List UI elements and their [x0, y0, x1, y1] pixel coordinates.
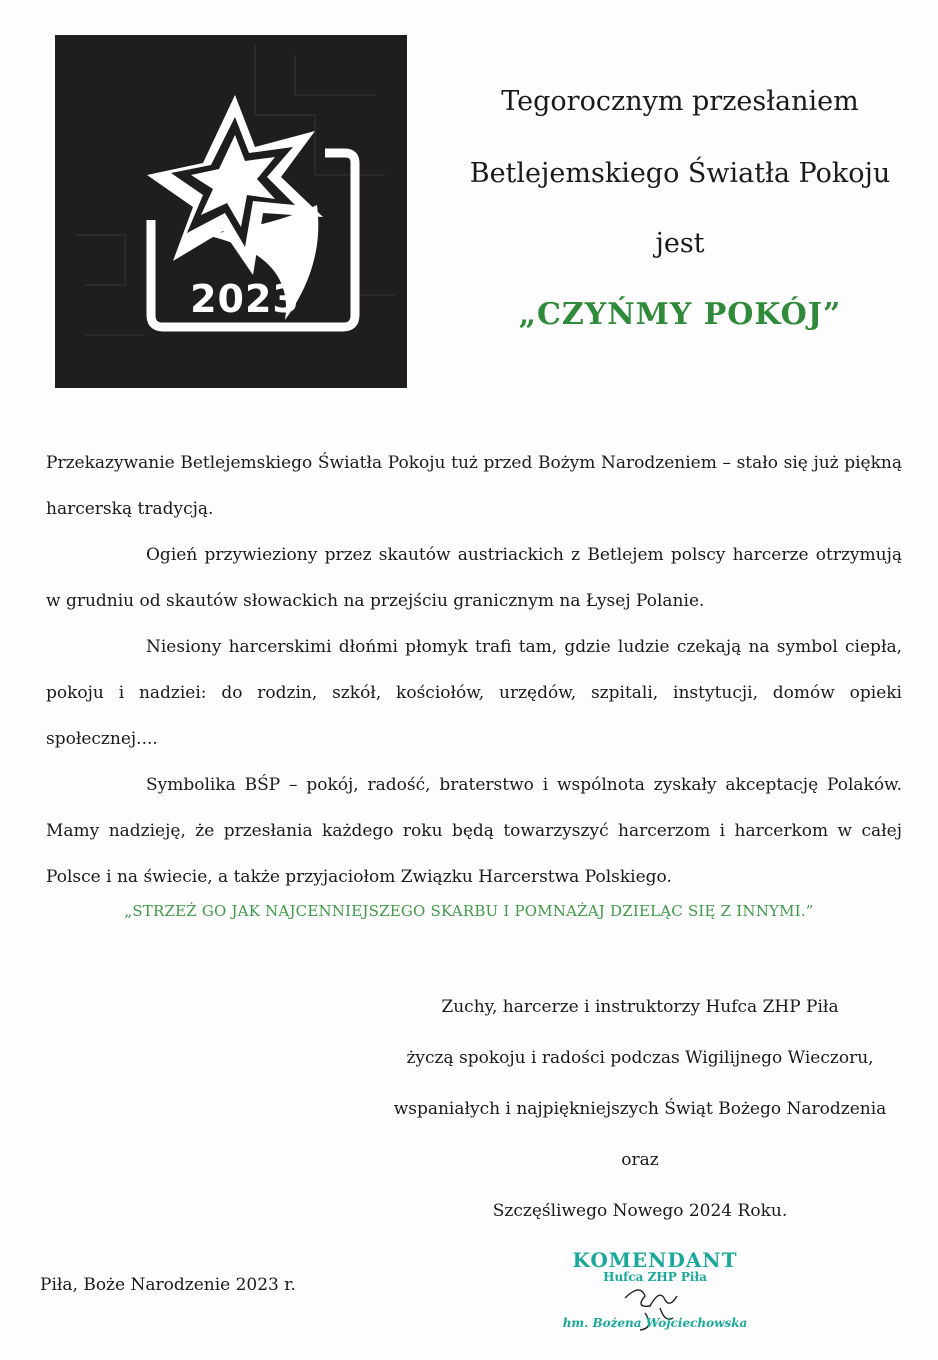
- paragraph-2: Ogień przywieziony przez skautów austriackich z Betlejem polscy harcerze otrzymują w grudniu od skautów słowackich na przejściu granicznym na Łysej Polanie.: [46, 545, 902, 611]
- title-line-1: Tegorocznym przesłaniem: [501, 86, 859, 117]
- bsp-logo: [55, 35, 407, 388]
- motto: „CZYŃMY POKÓJ”: [518, 297, 842, 332]
- wishes-line-1: Zuchy, harcerze i instruktorzy Hufca ZHP Piła: [441, 997, 839, 1017]
- wishes-line-4: oraz: [621, 1150, 659, 1170]
- body-text: [46, 440, 902, 900]
- stamp-subtitle: Hufca ZHP Piła: [603, 1270, 707, 1284]
- logo-year: 2023: [190, 277, 300, 321]
- star-logo-icon: [55, 35, 407, 388]
- stamp-title: KOMENDANT: [572, 1248, 738, 1272]
- quote: „STRZEŻ GO JAK NAJCENNIEJSZEGO SKARBU I POMNAŻAJ DZIELĄC SIĘ Z INNYMI.”: [124, 902, 814, 920]
- wishes: [380, 982, 900, 1237]
- signature-stamp: [540, 1248, 770, 1348]
- title-line-2: Betlejemskiego Światła Pokoju: [469, 158, 891, 189]
- wishes-line-3: wspaniałych i najpiękniejszych Świąt Bożego Narodzenia: [393, 1099, 887, 1119]
- paragraph-1: Przekazywanie Betlejemskiego Światła Pokoju tuż przed Bożym Narodzeniem – stało się już piękną harcerską tradycją.: [46, 453, 902, 519]
- title-line-3: jest: [655, 228, 705, 259]
- wishes-line-5: Szczęśliwego Nowego 2024 Roku.: [492, 1201, 788, 1221]
- paragraph-4: Symbolika BŚP – pokój, radość, braterstwo i wspólnota zyskały akceptację Polaków. Mamy nadzieję, że przesłania każdego roku będą towarzyszyć harcerzom i harcerkom w całej Polsce i na świecie, a także przyjaciołom Związku Harcerstwa Polskiego.: [46, 775, 902, 887]
- stamp-name: hm. Bożena Wojciechowska: [562, 1316, 748, 1330]
- paragraph-3: Niesiony harcerskimi dłońmi płomyk trafi tam, gdzie ludzie czekają na symbol ciepła, pokoju i nadziei: do rodzin, szkół, kościołów, urzędów, szpitali, instytucji, domów opieki społecznej....: [46, 637, 902, 749]
- wishes-line-2: życzą spokoju i radości podczas Wigilijnego Wieczoru,: [406, 1048, 874, 1068]
- place-date: Piła, Boże Narodzenie 2023 r.: [40, 1275, 296, 1295]
